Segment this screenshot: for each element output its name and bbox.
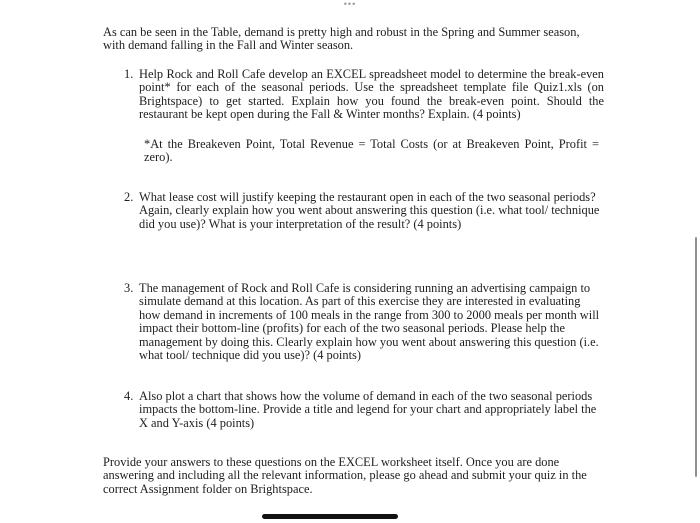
question-4-number: 4. [124, 389, 134, 403]
scrollbar[interactable] [695, 237, 697, 477]
more-options-icon[interactable]: ••• [343, 0, 357, 9]
question-4-text: Also plot a chart that shows how the volume of demand in each of the two seasonal periods impacts the bottom-line. Provide a title and legend for your chart and appropriately label the X and Y-axis (4 points) [139, 389, 597, 430]
question-2-number: 2. [124, 190, 134, 204]
question-4 [124, 390, 604, 430]
home-indicator[interactable] [262, 514, 398, 519]
question-2 [124, 191, 604, 231]
question-1-text: Help Rock and Roll Cafe develop an EXCEL spreadsheet model to determine the break-even point* for each of the seasonal periods. Use the spreadsheet template file Quiz1.xls (on Brightspace) to get started. Explain how you found the break-even point. Should the restaurant be kept open during the Fall & Winter months? Explain. (4 points) [139, 67, 604, 122]
intro-paragraph: As can be seen in the Table, demand is pretty high and robust in the Spring and Summer season, with demand falling in the Fall and Winter season. [103, 25, 580, 53]
question-3-text: The management of Rock and Roll Cafe is considering running an advertising campaign to simulate demand at this location. As part of this exercise they are interested in evaluating how demand in increments of 100 meals in the range from 300 to 2000 meals per month will impact their bottom-line (profits) for each of the two seasonal periods. Please help the management by doing this. Clearly explain how you went about answering this question (i.e. what tool/ technique did you use)? (4 points) [139, 281, 600, 363]
question-2-text: What lease cost will justify keeping the restaurant open in each of the two seasonal periods? Again, clearly explain how you went about answering this question (i.e. what tool/ technique did you use)? What is your interpretation of the result? (4 points) [139, 190, 600, 231]
closing-paragraph: Provide your answers to these questions on the EXCEL worksheet itself. Once you are done answering and including all the relevant information, please go ahead and submit your quiz in the correct Assignment folder on Brightspace. [103, 455, 587, 496]
question-3 [124, 282, 604, 362]
question-1 [124, 68, 604, 122]
question-3-number: 3. [124, 281, 134, 295]
breakeven-note: *At the Breakeven Point, Total Revenue = Total Costs (or at Breakeven Point, Profit = zero). [144, 137, 599, 165]
question-1-number: 1. [124, 67, 134, 81]
